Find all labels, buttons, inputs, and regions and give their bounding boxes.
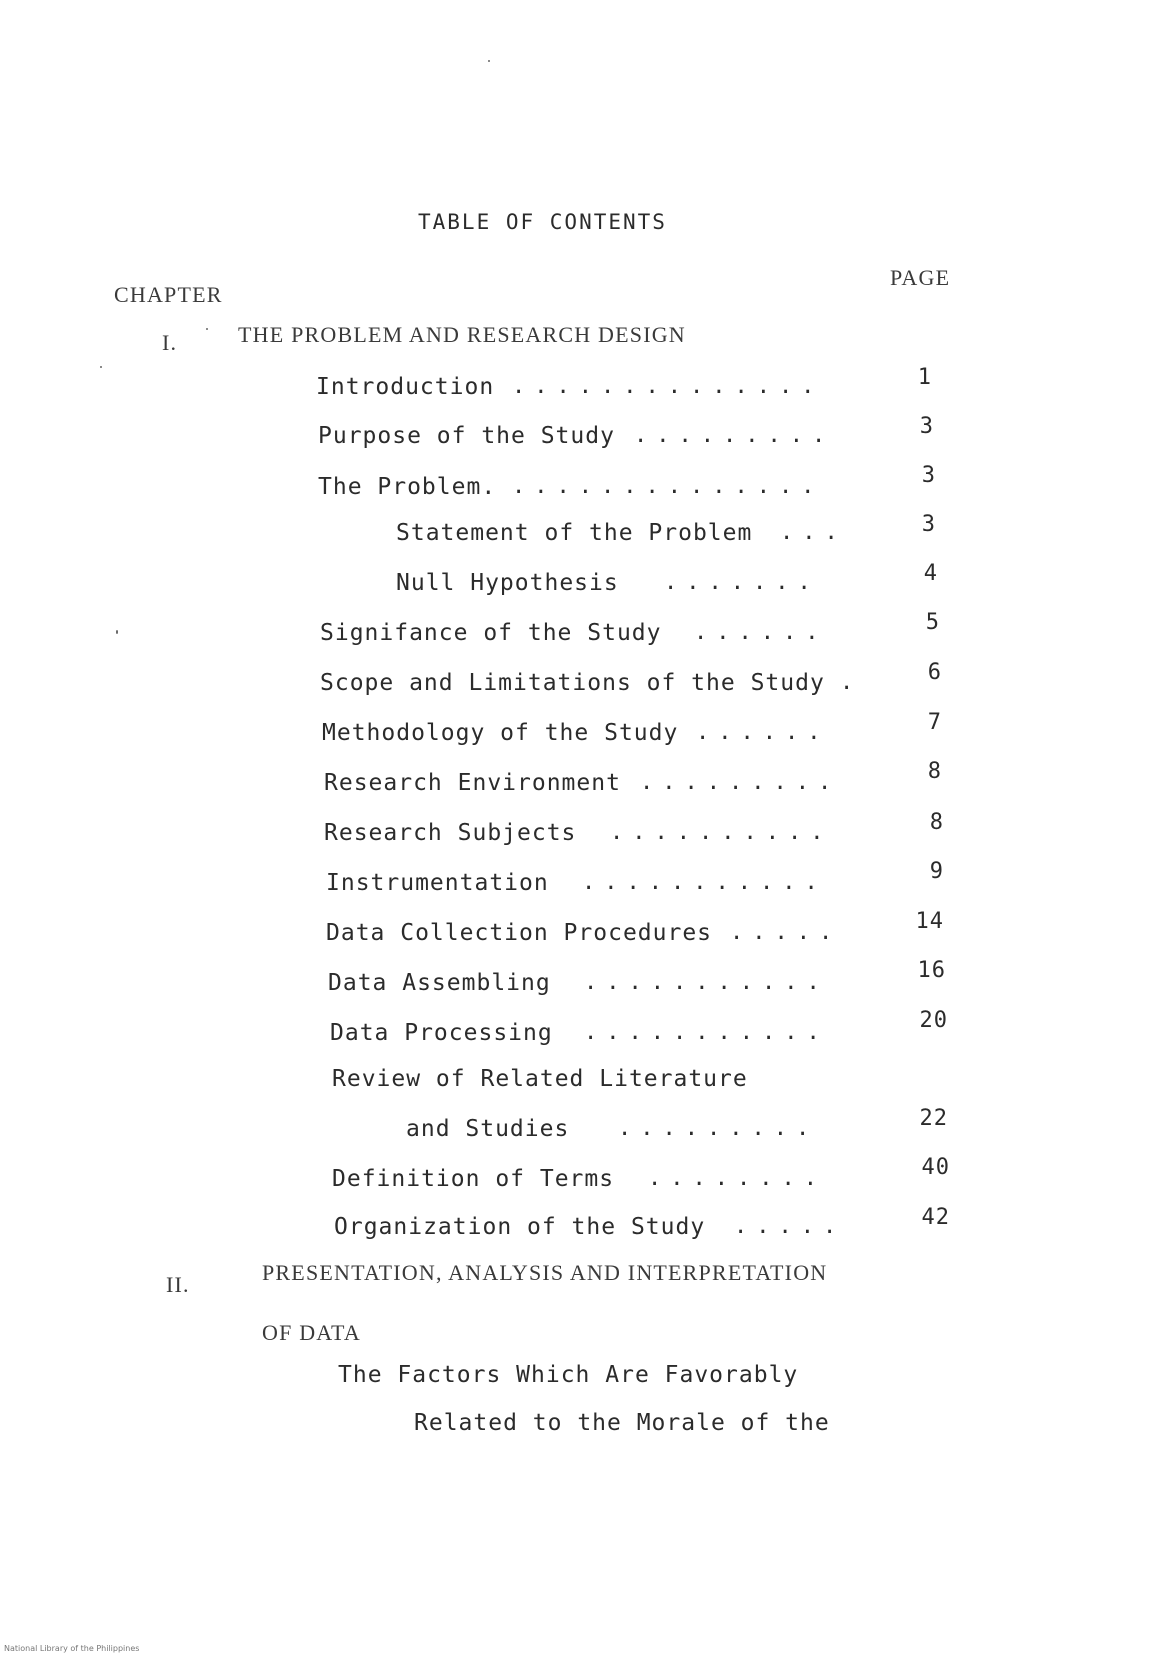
leader-dots: ..... xyxy=(734,1214,846,1239)
toc-entry-page: 1 xyxy=(917,365,932,390)
toc-entry-page: 14 xyxy=(915,909,944,934)
chapter-title: PRESENTATION, ANALYSIS AND INTERPRETATION xyxy=(262,1260,828,1285)
chapter-numeral: II. xyxy=(166,1272,190,1297)
toc-entry-label: Research Subjects xyxy=(324,820,577,846)
toc-entry-label: Review of Related Literature xyxy=(332,1066,748,1092)
toc-entry-page: 3 xyxy=(919,414,934,439)
toc-entry-label: Data Collection Procedures xyxy=(326,920,713,946)
leader-dots: ..... xyxy=(730,920,842,945)
toc-entry-page: 4 xyxy=(923,561,938,586)
leader-dots: ......... xyxy=(634,423,835,448)
toc-entry-page: 9 xyxy=(929,859,944,884)
chapter-title: THE PROBLEM AND RESEARCH DESIGN xyxy=(238,322,686,347)
leader-dots: ........... xyxy=(584,1020,829,1045)
chapter-title-continued: OF DATA xyxy=(262,1320,361,1345)
toc-entry-label: Introduction xyxy=(316,374,495,400)
toc-subentry-label: Statement of the Problem xyxy=(396,520,753,546)
leader-dots: ...... xyxy=(694,620,828,645)
toc-entry-label: Organization of the Study xyxy=(334,1214,706,1240)
toc-entry-page: 16 xyxy=(917,958,946,983)
toc-title: TABLE OF CONTENTS xyxy=(418,210,667,234)
toc-entry-label: Definition of Terms xyxy=(332,1166,615,1192)
toc-entry-page: 40 xyxy=(921,1155,950,1180)
scan-speck xyxy=(488,60,490,62)
chapter-numeral: I. xyxy=(162,330,178,355)
toc-entry-label: Scope and Limitations of the Study xyxy=(320,670,825,696)
toc-entry-page: 42 xyxy=(921,1205,950,1230)
toc-entry-page: 6 xyxy=(927,660,942,685)
leader-dots: ......... xyxy=(640,770,841,795)
leader-dots: ....... xyxy=(664,570,820,595)
leader-dots: . xyxy=(840,670,863,695)
toc-entry-label: Signifance of the Study xyxy=(320,620,662,646)
chapter-column-header: CHAPTER xyxy=(114,282,223,307)
leader-dots: .............. xyxy=(512,374,824,399)
toc-entry-page: 8 xyxy=(929,810,944,835)
scan-speck xyxy=(206,328,208,330)
leader-dots: ........... xyxy=(584,970,829,995)
scan-speck xyxy=(116,630,118,634)
leader-dots: ... xyxy=(780,520,847,545)
scan-speck xyxy=(100,366,102,368)
toc-entry-label: Research Environment xyxy=(324,770,621,796)
toc-entry-label: Data Processing xyxy=(330,1020,553,1046)
toc-entry-page: 8 xyxy=(927,759,942,784)
toc-entry-page: 5 xyxy=(925,610,940,635)
toc-entry-page: 20 xyxy=(919,1008,948,1033)
scan-footer: National Library of the Philippines xyxy=(4,1644,140,1653)
toc-entry-page: 3 xyxy=(921,463,936,488)
toc-subentry-label: and Studies xyxy=(406,1116,570,1142)
toc-entry-label: Data Assembling xyxy=(328,970,551,996)
toc-entry-page: 3 xyxy=(921,512,936,537)
leader-dots: .............. xyxy=(512,474,824,499)
toc-entry-page: 22 xyxy=(919,1106,948,1131)
leader-dots: ...... xyxy=(696,720,830,745)
leader-dots: .......... xyxy=(610,820,833,845)
leader-dots: ......... xyxy=(618,1116,819,1141)
toc-subentry-label: Null Hypothesis xyxy=(396,570,619,596)
toc-entry-label: The Factors Which Are Favorably xyxy=(338,1362,799,1388)
toc-entry-label: Methodology of the Study xyxy=(322,720,679,746)
toc-entry-label: The Problem. xyxy=(318,474,497,500)
page-column-header: PAGE xyxy=(890,265,951,290)
toc-entry-label: Related to the Morale of the xyxy=(414,1410,830,1436)
leader-dots: ........... xyxy=(582,870,827,895)
leader-dots: ........ xyxy=(648,1166,826,1191)
toc-entry-label: Instrumentation xyxy=(326,870,549,896)
toc-entry-label: Purpose of the Study xyxy=(318,423,615,449)
toc-entry-page: 7 xyxy=(927,710,942,735)
